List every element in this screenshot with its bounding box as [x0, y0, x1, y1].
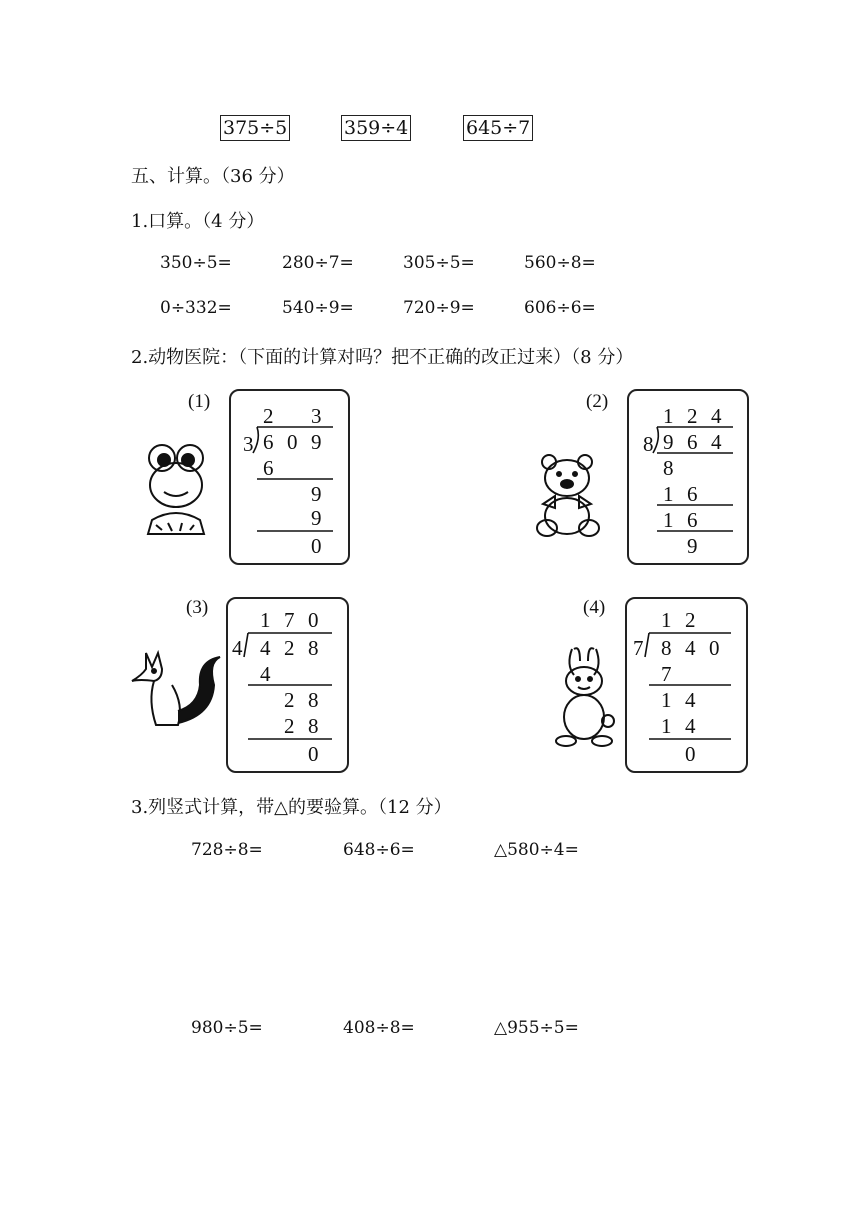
step-digit: 8 [663, 456, 674, 480]
vertical-item: 728÷8= [191, 840, 263, 860]
dividend-digit: 4 [711, 430, 722, 454]
part1-title: 1.口算。（4 分） [131, 211, 265, 232]
step-digit: 2 [284, 688, 295, 712]
step-digit: 8 [308, 688, 319, 712]
oral-item: 720÷9= [403, 298, 475, 318]
quotient-digit: 4 [711, 404, 722, 428]
quotient-digit: 2 [263, 404, 274, 428]
problem-label: (2) [586, 391, 609, 412]
dividend-digit: 0 [709, 636, 720, 660]
quotient-digit: 2 [685, 608, 696, 632]
quotient-digit: 7 [284, 608, 295, 632]
quotient-digit: 1 [661, 608, 672, 632]
step-digit: 8 [308, 714, 319, 738]
divisor: 3 [243, 432, 254, 456]
bear-icon [527, 452, 615, 538]
part3-title: 3.列竖式计算，带△的要验算。（12 分） [131, 797, 452, 818]
boxed-expression-3: 645÷7 [463, 115, 533, 141]
step-digit: 1 [661, 714, 672, 738]
step-digit: 9 [687, 534, 698, 558]
step-digit: 4 [260, 662, 271, 686]
oral-item: 280÷7= [282, 253, 354, 273]
part2-title: 2.动物医院：（下面的计算对吗？把不正确的改正过来）（8 分） [131, 347, 634, 368]
quotient-digit: 1 [663, 404, 674, 428]
long-division [627, 599, 746, 771]
fox-icon [128, 645, 224, 731]
step-digit: 6 [687, 508, 698, 532]
division-card [229, 389, 350, 565]
step-digit: 1 [663, 508, 674, 532]
dividend-digit: 4 [260, 636, 271, 660]
long-division [629, 391, 747, 563]
problem-label: (1) [188, 391, 211, 412]
step-digit: 1 [661, 688, 672, 712]
long-division [231, 391, 348, 563]
section-title: 五、计算。（36 分） [131, 166, 295, 187]
dividend-digit: 8 [308, 636, 319, 660]
vertical-item: 408÷8= [343, 1018, 415, 1038]
oral-item: 350÷5= [160, 253, 232, 273]
vertical-item: 648÷6= [343, 840, 415, 860]
quotient-digit: 0 [308, 608, 319, 632]
long-division [228, 599, 347, 771]
divisor: 7 [633, 636, 644, 660]
division-card [625, 597, 748, 773]
quotient-digit: 3 [311, 404, 322, 428]
oral-item: 0÷332= [160, 298, 232, 318]
problem-label: (4) [583, 597, 606, 618]
divisor: 8 [643, 432, 654, 456]
step-digit: 7 [661, 662, 672, 686]
step-digit: 2 [284, 714, 295, 738]
dividend-digit: 4 [685, 636, 696, 660]
dividend-digit: 2 [284, 636, 295, 660]
boxed-expression-2: 359÷4 [341, 115, 411, 141]
step-digit: 9 [311, 482, 322, 506]
dividend-digit: 6 [687, 430, 698, 454]
problem-label: (3) [186, 597, 209, 618]
dividend-digit: 9 [311, 430, 322, 454]
oral-item: 560÷8= [524, 253, 596, 273]
step-digit: 4 [685, 714, 696, 738]
boxed-expression-1: 375÷5 [220, 115, 290, 141]
division-card [226, 597, 349, 773]
oral-item: 540÷9= [282, 298, 354, 318]
step-digit: 6 [263, 456, 274, 480]
vertical-item: △955÷5= [494, 1018, 579, 1038]
vertical-item: 980÷5= [191, 1018, 263, 1038]
quotient-digit: 2 [687, 404, 698, 428]
step-digit: 1 [663, 482, 674, 506]
step-digit: 6 [687, 482, 698, 506]
step-digit: 4 [685, 688, 696, 712]
dividend-digit: 6 [263, 430, 274, 454]
step-digit: 0 [308, 742, 319, 766]
vertical-item: △580÷4= [494, 840, 579, 860]
dividend-digit: 8 [661, 636, 672, 660]
oral-item: 606÷6= [524, 298, 596, 318]
dividend-digit: 9 [663, 430, 674, 454]
step-digit: 0 [685, 742, 696, 766]
step-digit: 9 [311, 506, 322, 530]
divisor: 4 [232, 636, 243, 660]
step-digit: 0 [311, 534, 322, 558]
division-card [627, 389, 749, 565]
frog-icon [138, 430, 214, 542]
oral-item: 305÷5= [403, 253, 475, 273]
dividend-digit: 0 [287, 430, 298, 454]
quotient-digit: 1 [260, 608, 271, 632]
rabbit-icon [550, 645, 620, 749]
